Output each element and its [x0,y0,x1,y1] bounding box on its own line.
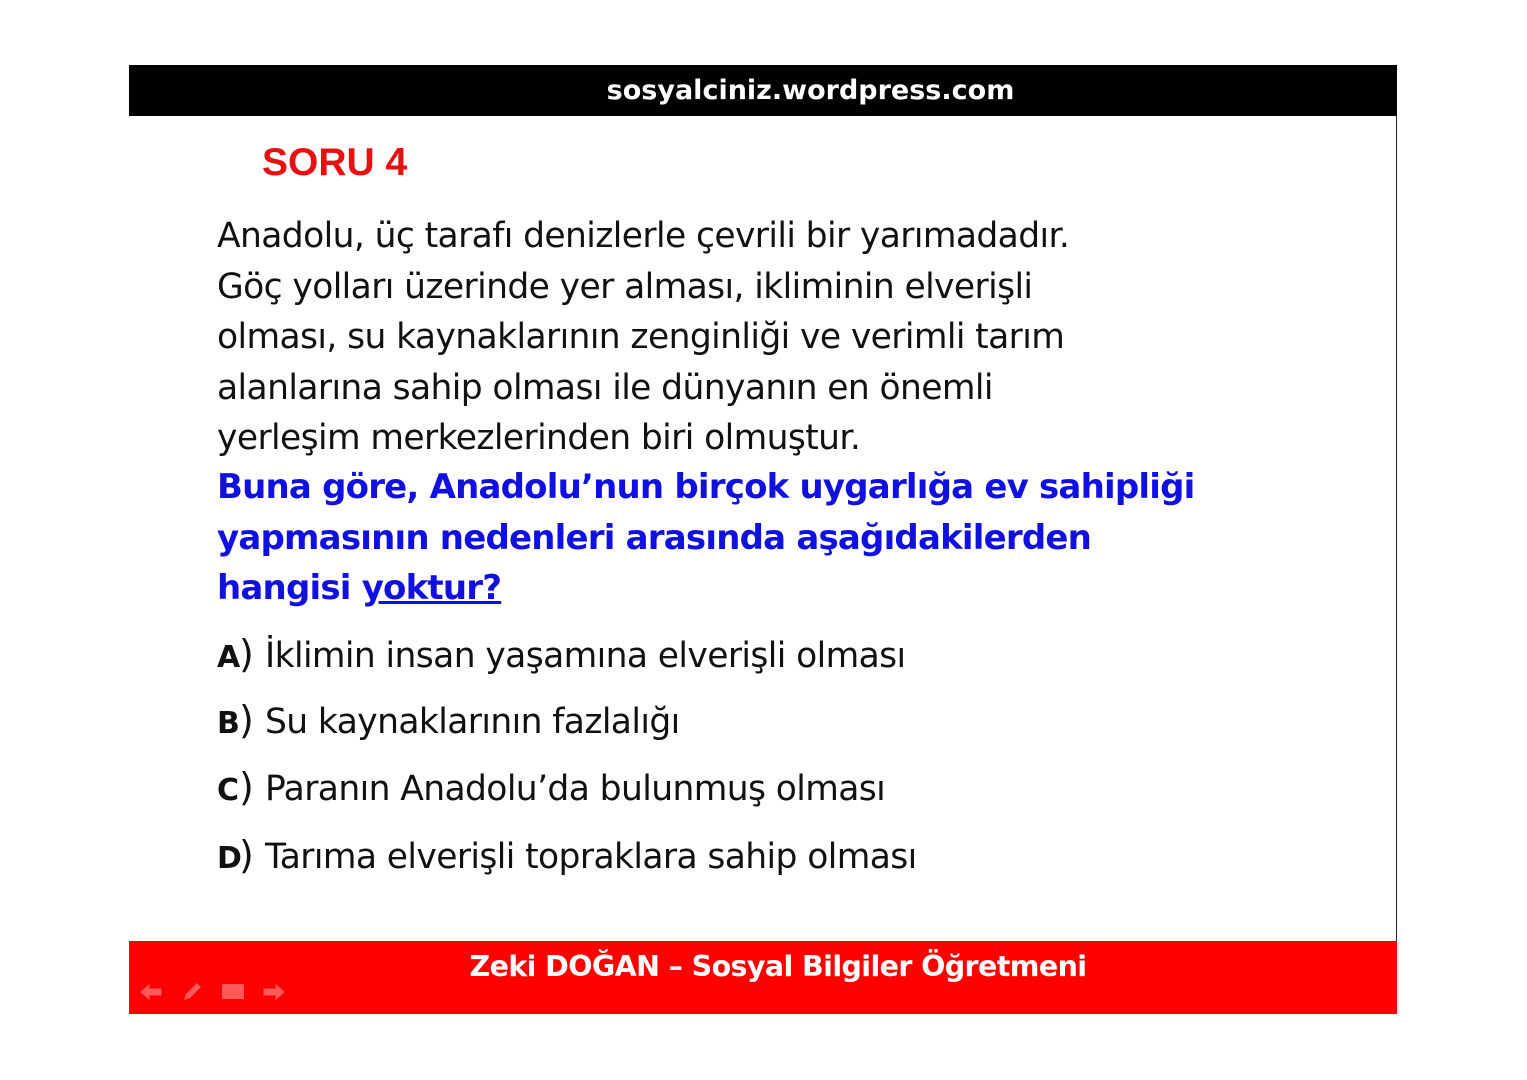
option-paren: ) [239,698,254,742]
option-a[interactable] [217,628,906,680]
stem-line: olması, su kaynaklarının zenginliği ve verimli tarım [217,317,1065,357]
option-letter: D [217,841,242,876]
prompt-line: yapmasının nedenleri arasında aşağıdakilerden [217,517,1092,558]
option-text: Paranın Anadolu’da bulunmuş olması [265,769,886,809]
option-paren: ) [239,833,254,877]
question-title: SORU 4 [262,141,408,184]
option-text: Su kaynaklarının fazlalığı [265,702,680,742]
option-text: Tarıma elverişli topraklara sahip olması [265,837,917,877]
stem-line: Anadolu, üç tarafı denizlerle çevrili bir yarımadadır. [217,216,1070,256]
prompt-line: Buna göre, Anadolu’nun birçok uygarlığa ev sahipliği [217,467,1195,507]
stem-line: Göç yolları üzerinde yer alması, ikliminin elverişli [217,266,1033,307]
prompt-line-last [217,563,1367,614]
arrow-left-icon[interactable] [139,981,163,1003]
option-text: İklimin insan yaşamına elverişli olması [265,636,906,676]
slide-menu-icon[interactable] [221,981,245,1003]
author-footer [129,941,1397,1014]
option-paren: ) [239,632,254,676]
option-letter: A [217,640,240,675]
arrow-right-icon[interactable] [262,981,286,1003]
pen-icon[interactable] [180,981,204,1003]
option-b[interactable] [217,694,680,746]
author-name: Zeki DOĞAN – Sosyal Bilgiler Öğretmeni [469,950,1087,983]
prompt-emphasis: yoktur? [361,568,502,608]
question-stem [217,211,1337,464]
site-header [129,65,1397,116]
slideshow-controls [139,981,303,1003]
option-letter: C [217,773,239,808]
question-prompt [217,462,1367,614]
site-url: sosyalciniz.wordpress.com [606,75,1015,106]
slide [129,65,1397,1014]
stem-line: alanlarına sahip olması ile dünyanın en önemli [217,367,993,408]
option-letter: B [217,706,240,741]
option-paren: ) [239,765,254,809]
prompt-prefix: hangisi [217,568,362,608]
option-d[interactable] [217,829,917,881]
option-c[interactable] [217,761,885,813]
stem-line: yerleşim merkezlerinden biri olmuştur. [217,418,861,458]
